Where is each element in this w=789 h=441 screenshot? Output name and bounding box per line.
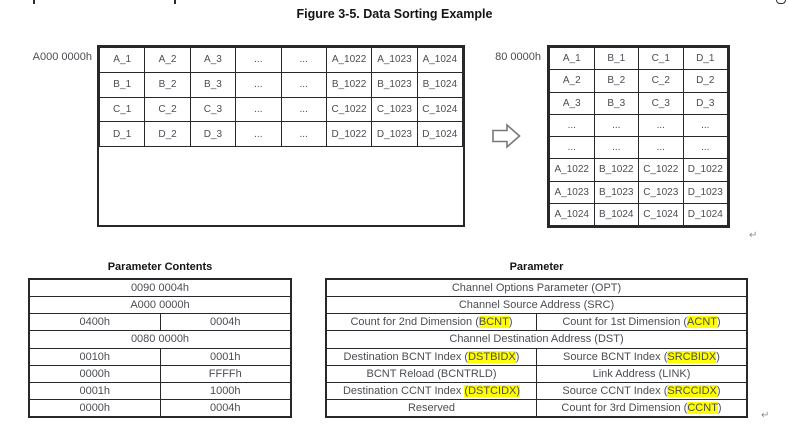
- table-cell: B_2: [594, 70, 639, 92]
- table-cell: B_1024: [594, 203, 639, 225]
- table-cell: 0001h: [160, 348, 291, 365]
- table-cell: B_1: [100, 72, 145, 97]
- table-cell: ...: [281, 122, 326, 147]
- table-cell: B_1: [594, 48, 639, 70]
- source-address-label: A000 0000h: [32, 51, 92, 63]
- table-cell: D_1023: [372, 122, 417, 147]
- table-cell: Reserved: [327, 399, 537, 416]
- table-cell: C_1023: [639, 181, 684, 203]
- table-cell: 0090 0004h: [30, 280, 291, 297]
- table-cell: Source CCNT Index (SRCCIDX): [537, 382, 747, 399]
- table-cell: B_2: [145, 72, 190, 97]
- table-cell: Channel Destination Address (DST): [327, 331, 747, 348]
- highlighted-register: (DSTCIDX): [464, 384, 521, 397]
- table-cell: D_1024: [417, 122, 462, 147]
- dest-address-label: 80 0000h: [495, 51, 541, 63]
- table-cell: C_1023: [372, 97, 417, 122]
- table-cell: D_1024: [683, 203, 728, 225]
- line-break-mark-icon: ↵: [749, 230, 758, 241]
- table-cell: ...: [639, 137, 684, 159]
- table-cell: B_1023: [372, 72, 417, 97]
- table-cell: A_1022: [550, 159, 595, 181]
- table-cell: D_1: [100, 122, 145, 147]
- highlighted-register: SRCCIDX: [667, 384, 717, 397]
- table-cell: ...: [683, 137, 728, 159]
- table-cell: D_1023: [683, 181, 728, 203]
- table-cell: ...: [236, 122, 281, 147]
- table-cell: 0000h: [30, 365, 161, 382]
- highlighted-register: DSTBIDX: [468, 350, 516, 363]
- table-cell: ...: [236, 72, 281, 97]
- table-cell: B_1022: [326, 72, 371, 97]
- table-cell: C_2: [145, 97, 190, 122]
- transform-arrow-icon: [492, 123, 522, 149]
- table-cell: A_1024: [417, 48, 462, 73]
- table-cell: B_3: [594, 92, 639, 114]
- table-cell: C_1022: [639, 159, 684, 181]
- param-contents-table: [28, 278, 292, 418]
- table-cell: C_2: [639, 70, 684, 92]
- param-contents-title: Parameter Contents: [107, 261, 213, 273]
- table-cell: C_3: [639, 92, 684, 114]
- table-cell: ...: [281, 72, 326, 97]
- table-cell: B_1022: [594, 159, 639, 181]
- table-cell: ...: [281, 48, 326, 73]
- table-cell: C_3: [190, 97, 235, 122]
- table-cell: ...: [594, 137, 639, 159]
- table-cell: A_1022: [326, 48, 371, 73]
- figure-title: Figure 3-5. Data Sorting Example: [296, 7, 493, 21]
- table-cell: Count for 2nd Dimension (BCNT): [327, 314, 537, 331]
- table-cell: Destination CCNT Index (DSTCIDX): [327, 382, 537, 399]
- source-data-table: [97, 45, 465, 227]
- table-cell: A_1: [100, 48, 145, 73]
- page-crop-artifact: [174, 0, 176, 4]
- table-cell: C_1022: [326, 97, 371, 122]
- table-cell: A_1024: [550, 203, 595, 225]
- table-cell: Count for 3rd Dimension (CCNT): [537, 399, 747, 416]
- param-title: Parameter: [509, 261, 564, 273]
- table-cell: A000 0000h: [30, 297, 291, 314]
- table-cell: 0400h: [30, 314, 161, 331]
- table-cell: D_3: [683, 92, 728, 114]
- table-cell: Source BCNT Index (SRCBIDX): [537, 348, 747, 365]
- table-cell: D_2: [683, 70, 728, 92]
- table-cell: B_1023: [594, 181, 639, 203]
- line-break-mark-icon: ↵: [761, 410, 770, 421]
- table-cell: 0004h: [160, 399, 291, 416]
- table-cell: D_1: [683, 48, 728, 70]
- table-cell: 0000h: [30, 399, 161, 416]
- table-cell: C_1: [639, 48, 684, 70]
- table-cell: Destination BCNT Index (DSTBIDX): [327, 348, 537, 365]
- table-cell: A_3: [550, 92, 595, 114]
- table-cell: B_3: [190, 72, 235, 97]
- table-cell: Channel Options Parameter (OPT): [327, 280, 747, 297]
- table-cell: B_1024: [417, 72, 462, 97]
- highlighted-register: CCNT: [687, 401, 718, 414]
- dest-data-table: [547, 45, 730, 228]
- table-cell: 0001h: [30, 382, 161, 399]
- highlighted-register: SRCBIDX: [667, 350, 717, 363]
- table-cell: Channel Source Address (SRC): [327, 297, 747, 314]
- table-cell: 0010h: [30, 348, 161, 365]
- table-cell: ...: [550, 114, 595, 136]
- table-cell: A_1: [550, 48, 595, 70]
- table-cell: FFFFh: [160, 365, 291, 382]
- table-cell: Link Address (LINK): [537, 365, 747, 382]
- table-cell: ...: [683, 114, 728, 136]
- highlighted-register: ACNT: [687, 316, 717, 329]
- table-cell: ...: [639, 114, 684, 136]
- table-cell: A_2: [145, 48, 190, 73]
- table-cell: 0080 0000h: [30, 331, 291, 348]
- table-cell: D_2: [145, 122, 190, 147]
- page-crop-artifact: [33, 0, 35, 4]
- table-cell: D_1022: [683, 159, 728, 181]
- table-cell: A_1023: [372, 48, 417, 73]
- table-cell: 0004h: [160, 314, 291, 331]
- table-cell: C_1024: [639, 203, 684, 225]
- table-cell: 1000h: [160, 382, 291, 399]
- table-cell: Count for 1st Dimension (ACNT): [537, 314, 747, 331]
- highlighted-register: BCNT: [478, 316, 509, 329]
- table-cell: A_3: [190, 48, 235, 73]
- table-cell: A_1023: [550, 181, 595, 203]
- table-cell: D_3: [190, 122, 235, 147]
- table-cell: ...: [236, 97, 281, 122]
- table-cell: ...: [281, 97, 326, 122]
- table-cell: C_1024: [417, 97, 462, 122]
- param-table: [325, 278, 748, 418]
- table-cell: ...: [236, 48, 281, 73]
- page-crop-artifact: [776, 0, 786, 4]
- table-cell: D_1022: [326, 122, 371, 147]
- table-cell: ...: [594, 114, 639, 136]
- table-cell: C_1: [100, 97, 145, 122]
- table-cell: BCNT Reload (BCNTRLD): [327, 365, 537, 382]
- table-cell: A_2: [550, 70, 595, 92]
- table-cell: ...: [550, 137, 595, 159]
